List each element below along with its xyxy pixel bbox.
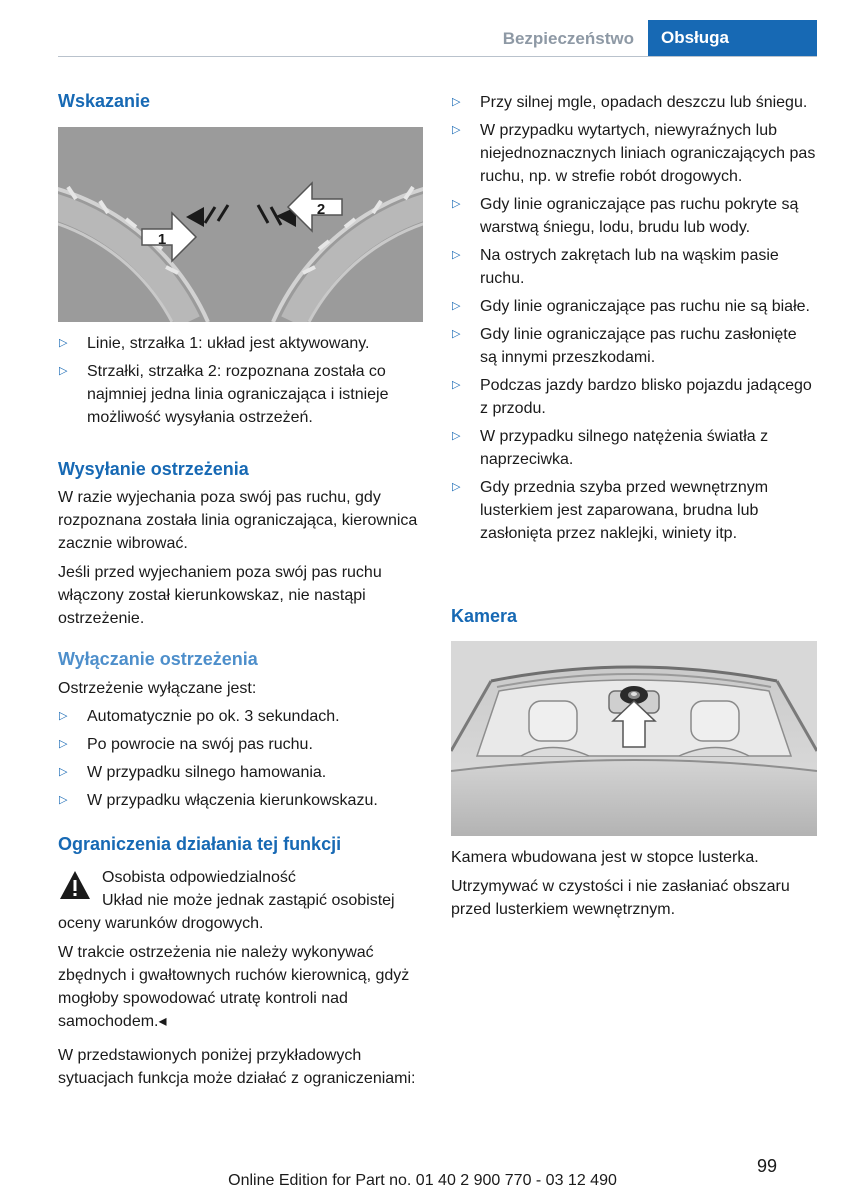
bullet-arrow-icon: ▷ — [452, 379, 461, 391]
list-item: ▷ Przy silnej mgle, opadach deszczu lub śniegu. — [451, 91, 817, 114]
paragraph: Kamera wbudowana jest w stopce lusterka. — [451, 849, 759, 866]
bullet-arrow-icon: ▷ — [452, 300, 461, 312]
heading-wylaczanie: Wyłączanie ostrzeżenia — [58, 649, 258, 669]
tab-obsluga[interactable]: Obsługa — [648, 20, 817, 56]
lane-display-figure — [58, 127, 423, 322]
paragraph: Ostrzeżenie wyłączane jest: — [58, 680, 257, 697]
bullet-arrow-icon: ▷ — [59, 710, 68, 722]
bullet-arrow-icon: ▷ — [452, 124, 461, 136]
bullet-arrow-icon: ▷ — [59, 337, 68, 349]
bullet-arrow-icon: ▷ — [452, 249, 461, 261]
paragraph: Utrzymywać w czystości i nie zasłaniać obszaru przed lusterkiem wewnętrznym. — [451, 878, 790, 918]
bullet-arrow-icon: ▷ — [452, 96, 461, 108]
list-item: ▷ Gdy linie ograniczające pas ruchu zasłonięte są innymi przeszkodami. — [451, 323, 817, 369]
footer-edition-text: Online Edition for Part no. 01 40 2 900 770 - 03 12 490 — [228, 1172, 617, 1189]
tab-bezpieczenstwo[interactable]: Bezpieczeństwo — [502, 29, 634, 48]
bullet-arrow-icon: ▷ — [452, 481, 461, 493]
bullet-arrow-icon: ▷ — [59, 738, 68, 750]
limitations-list — [451, 91, 817, 545]
warning-title: Osobista odpowiedzialność — [102, 869, 296, 886]
page-number: 99 — [757, 1156, 778, 1176]
list-item: ▷ W przypadku włączenia kierunkowskazu. — [58, 789, 423, 812]
list-item: ▷ Linie, strzałka 1: układ jest aktywowany. — [58, 332, 423, 355]
arrow-2-label: 2 — [316, 201, 326, 218]
list-item: ▷ Gdy linie ograniczające pas ruchu pokryte są warstwą śniegu, lodu, brudu lub wody. — [451, 193, 817, 239]
list-item: ▷ W przypadku silnego hamowania. — [58, 761, 423, 784]
camera-figure — [451, 641, 817, 836]
list-item: ▷ Gdy przednia szyba przed wewnętrznym lusterkiem jest zaparowana, brudna lub zasłonięta przez naklejki, winiety itp. — [451, 476, 817, 545]
list-item: ▷ Na ostrych zakrętach lub na wąskim pasie ruchu. — [451, 244, 817, 290]
list-item: ▷ W przypadku silnego natężenia światła z naprzeciwka. — [451, 425, 817, 471]
paragraph: W trakcie ostrzeżenia nie należy wykonywać zbędnych i gwałtownych ruchów kierownicą, gdyż mogłoby spowodować utratę kontroli nad samochodem.◂ — [58, 944, 410, 1030]
heading-ograniczenia: Ograniczenia działania tej funkcji — [58, 834, 342, 854]
kamera-body — [451, 846, 817, 921]
list-item: ▷ W przypadku wytartych, niewyraźnych lub niejednoznacznych liniach ograniczających pas ruchu, np. w strefie robót drogowych. — [451, 119, 817, 188]
list-item: ▷ Strzałki, strzałka 2: rozpoznana została co najmniej jedna linia ograniczająca i istnieje możliwość wysyłania ostrzeżeń. — [58, 360, 423, 429]
bullet-arrow-icon: ▷ — [59, 365, 68, 377]
warning-text: Układ nie może jednak zastąpić osobistej oceny warunków drogowych. — [58, 892, 395, 932]
wysylanie-body — [58, 486, 423, 630]
warning-triangle-icon — [58, 869, 92, 901]
bullet-arrow-icon: ▷ — [59, 794, 68, 806]
list-item: ▷ Automatycznie po ok. 3 sekundach. — [58, 705, 423, 728]
list-item: ▷ Po powrocie na swój pas ruchu. — [58, 733, 423, 756]
wylaczanie-body — [58, 677, 423, 812]
paragraph: W przedstawionych poniżej przykładowych sytuacjach funkcja może działać z ograniczeniami: — [58, 1047, 416, 1087]
heading-wskazanie: Wskazanie — [58, 91, 151, 111]
paragraph: Jeśli przed wyjechaniem poza swój pas ruchu włączony został kierunkowskaz, nie nastąpi ostrzeżenie. — [58, 564, 382, 627]
wskazanie-list — [58, 332, 423, 429]
bullet-arrow-icon: ▷ — [59, 766, 68, 778]
arrow-1-label: 1 — [157, 231, 167, 248]
heading-kamera: Kamera — [451, 606, 518, 626]
bullet-arrow-icon: ▷ — [452, 328, 461, 340]
heading-wysylanie: Wysyłanie ostrzeżenia — [58, 459, 249, 479]
list-item: ▷ Podczas jazdy bardzo blisko pojazdu jadącego z przodu. — [451, 374, 817, 420]
paragraph: W razie wyjechania poza swój pas ruchu, gdy rozpoznana została linia ograniczająca, kierownica zacznie wibrować. — [58, 489, 418, 552]
warning-block — [58, 866, 423, 1090]
header-rule — [58, 56, 817, 57]
bullet-arrow-icon: ▷ — [452, 198, 461, 210]
list-item: ▷ Gdy linie ograniczające pas ruchu nie są białe. — [451, 295, 817, 318]
bullet-arrow-icon: ▷ — [452, 430, 461, 442]
